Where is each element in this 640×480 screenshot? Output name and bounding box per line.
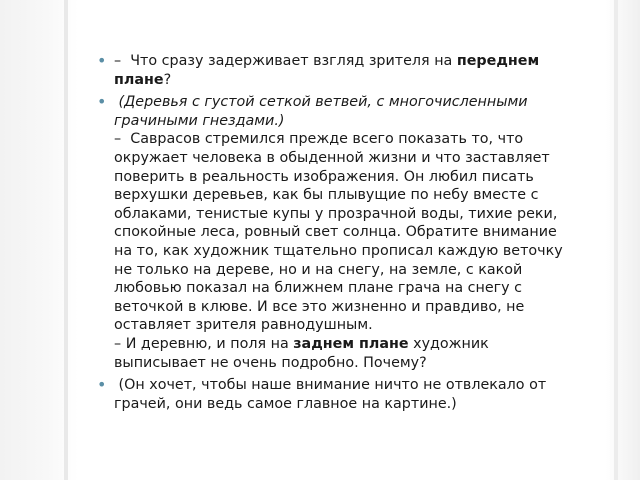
answer-italic-line: грачиными гнездами.) bbox=[114, 112, 285, 129]
text-line: окружает человека в обыденной жизни и что заставляет bbox=[114, 149, 550, 166]
emphasis-text: переднем bbox=[456, 53, 540, 69]
list-item bbox=[97, 51, 600, 89]
bullet-icon: • bbox=[97, 51, 107, 70]
text-line bbox=[114, 335, 600, 354]
text-line: – Саврасов стремился прежде всего показать то, что bbox=[114, 131, 524, 148]
question-text: – И деревню, и поля на bbox=[114, 335, 294, 352]
question-text: художник bbox=[408, 335, 489, 352]
slide-body bbox=[97, 51, 600, 417]
emphasis-text: заднем плане bbox=[293, 335, 409, 352]
text-line: на то, как художник тщательно прописал каждую веточку bbox=[114, 242, 563, 259]
text-line: выписывает не очень подробно. Почему? bbox=[114, 354, 427, 371]
text-line: не только на дереве, но и на снегу, на земле, с какой bbox=[114, 261, 523, 278]
answer-line: грачей, они ведь самое главное на картине.) bbox=[114, 395, 457, 412]
text-line: поверить в реальность изображения. Он любил писать bbox=[114, 168, 534, 185]
text-line: любовью показал на ближнем плане грача на снегу с bbox=[114, 280, 523, 297]
text-line: облаками, тенистые купы у прозрачной воды, тихие реки, bbox=[114, 205, 558, 222]
left-decor-line bbox=[64, 0, 68, 480]
emphasis-text: плане bbox=[114, 71, 164, 88]
question-text: – Что сразу задерживает взгляд зрителя на bbox=[114, 53, 457, 69]
right-decor-line bbox=[614, 0, 618, 480]
answer-line: (Он хочет, чтобы наше внимание ничто не отвлекало от bbox=[114, 377, 547, 394]
text-line: спокойные леса, ровный свет солнца. Обратите внимание bbox=[114, 224, 557, 241]
text-line bbox=[114, 71, 600, 90]
bullet-icon: • bbox=[97, 92, 107, 112]
text-line bbox=[114, 52, 600, 71]
list-item bbox=[97, 92, 600, 372]
text-line: оставляет зрителя равнодушным. bbox=[114, 317, 373, 334]
list-item bbox=[97, 375, 600, 413]
answer-italic-line: (Деревья с густой сеткой ветвей, с многочисленными bbox=[114, 94, 528, 111]
text-line: верхушки деревьев, как бы плывущие по небу вместе с bbox=[114, 187, 539, 204]
right-decor-stripe bbox=[606, 0, 640, 480]
text-line: веточкой в клюве. И все это жизненно и правдиво, не bbox=[114, 298, 525, 315]
question-mark: ? bbox=[163, 71, 172, 88]
bullet-icon: • bbox=[97, 375, 107, 395]
